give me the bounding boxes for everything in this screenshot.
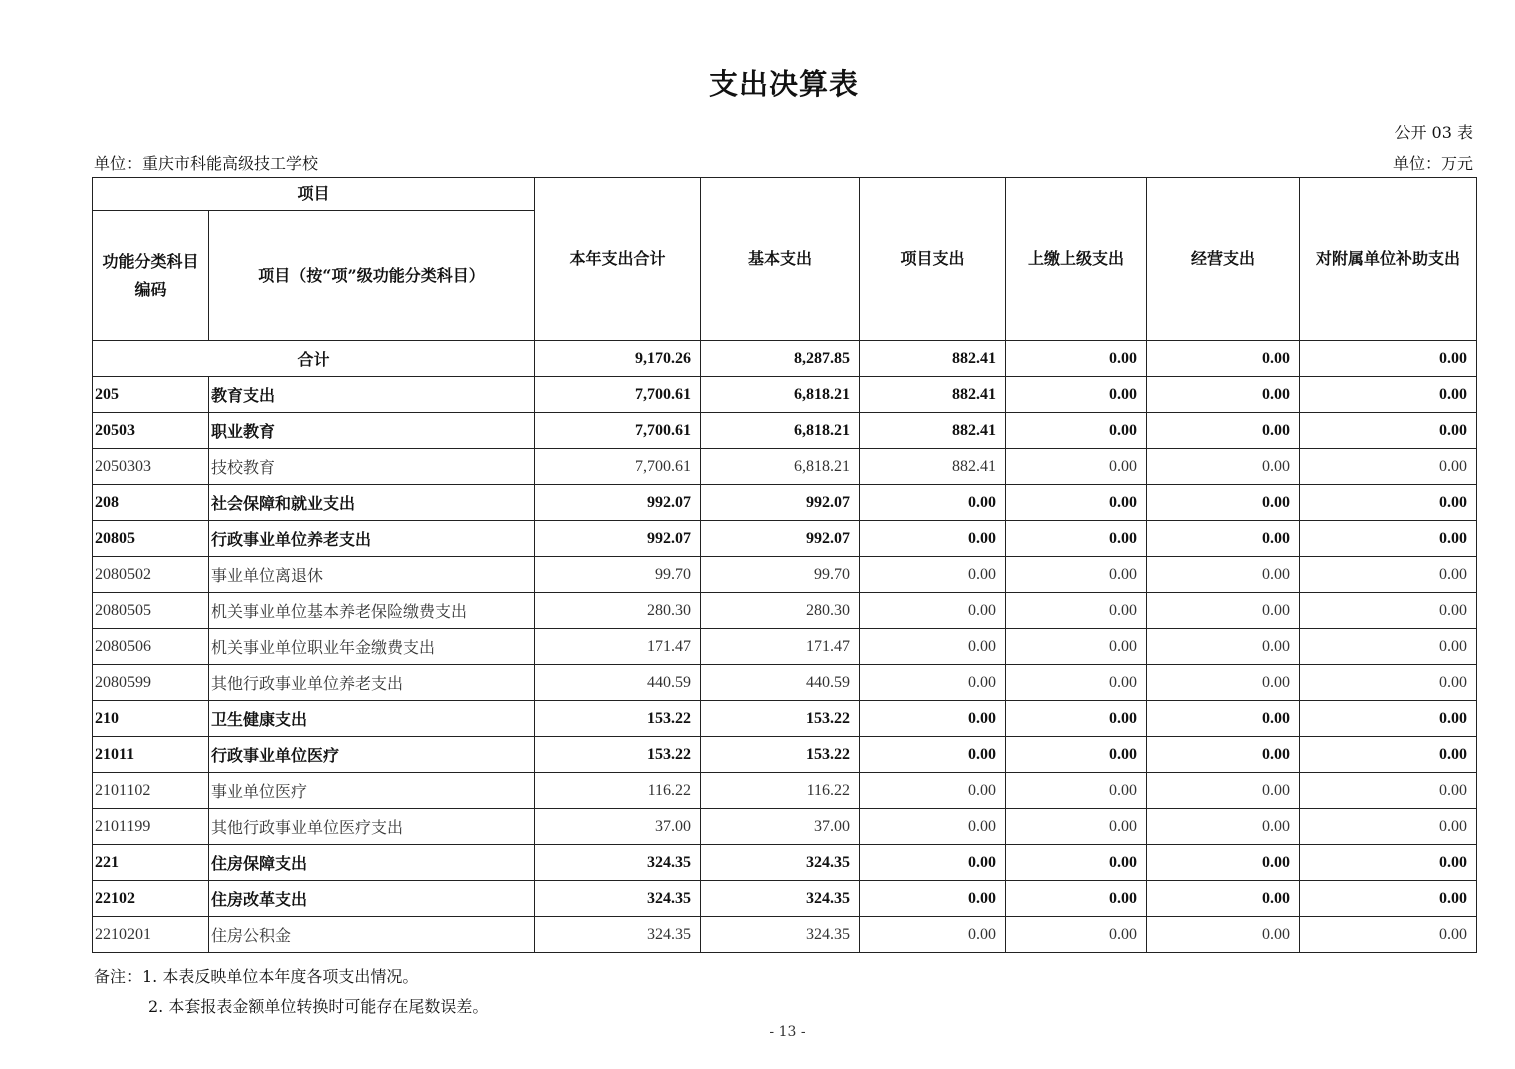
- form-number: 公开 03 表: [1394, 123, 1473, 142]
- row-value: 0.00: [1147, 773, 1300, 809]
- row-value: 0.00: [1300, 629, 1477, 665]
- row-value: 0.00: [1300, 881, 1477, 917]
- row-code: 2080502: [93, 557, 209, 593]
- row-value: 0.00: [1147, 485, 1300, 521]
- row-value: 0.00: [1006, 629, 1147, 665]
- row-value: 0.00: [1147, 593, 1300, 629]
- row-value: 0.00: [1300, 413, 1477, 449]
- row-value: 280.30: [535, 593, 701, 629]
- total-cell: 0.00: [1147, 341, 1300, 377]
- row-value: 153.22: [701, 701, 860, 737]
- row-name: 事业单位医疗: [209, 773, 535, 809]
- row-code: 2080505: [93, 593, 209, 629]
- table-row: [93, 917, 1477, 953]
- row-value: 0.00: [1006, 773, 1147, 809]
- total-row: [93, 341, 1477, 377]
- row-value: 0.00: [1147, 377, 1300, 413]
- row-value: 440.59: [701, 665, 860, 701]
- row-value: 0.00: [1147, 737, 1300, 773]
- row-value: 280.30: [701, 593, 860, 629]
- row-value: 0.00: [1147, 701, 1300, 737]
- row-value: 0.00: [860, 881, 1006, 917]
- row-value: 0.00: [1300, 485, 1477, 521]
- table-row: [93, 881, 1477, 917]
- notes: [94, 962, 488, 1022]
- total-cell: 0.00: [1300, 341, 1477, 377]
- row-code: 2101102: [93, 773, 209, 809]
- header-project: 项目: [93, 178, 535, 211]
- row-code: 2050303: [93, 449, 209, 485]
- total-cell: 9,170.26: [535, 341, 701, 377]
- header-business: 经营支出: [1147, 178, 1300, 341]
- header-name: 项目（按“项”级功能分类科目）: [209, 211, 535, 341]
- row-value: 0.00: [860, 593, 1006, 629]
- row-value: 0.00: [860, 773, 1006, 809]
- row-value: 0.00: [1300, 665, 1477, 701]
- row-code: 2080506: [93, 629, 209, 665]
- row-value: 0.00: [1147, 449, 1300, 485]
- row-value: 0.00: [1300, 521, 1477, 557]
- row-value: 0.00: [1300, 449, 1477, 485]
- row-value: 992.07: [701, 521, 860, 557]
- row-value: 0.00: [1300, 377, 1477, 413]
- row-value: 7,700.61: [535, 413, 701, 449]
- row-value: 992.07: [701, 485, 860, 521]
- row-name: 技校教育: [209, 449, 535, 485]
- row-value: 0.00: [1006, 737, 1147, 773]
- total-cell: 0.00: [1006, 341, 1147, 377]
- total-cell: 8,287.85: [701, 341, 860, 377]
- row-value: 0.00: [860, 485, 1006, 521]
- row-code: 22102: [93, 881, 209, 917]
- row-value: 0.00: [1147, 881, 1300, 917]
- row-value: 0.00: [1006, 701, 1147, 737]
- row-value: 6,818.21: [701, 449, 860, 485]
- table-row: [93, 737, 1477, 773]
- row-value: 0.00: [1300, 917, 1477, 953]
- row-value: 0.00: [1006, 449, 1147, 485]
- row-code: 21011: [93, 737, 209, 773]
- row-value: 37.00: [535, 809, 701, 845]
- row-name: 事业单位离退休: [209, 557, 535, 593]
- row-value: 324.35: [535, 917, 701, 953]
- row-value: 0.00: [860, 917, 1006, 953]
- row-value: 0.00: [1300, 809, 1477, 845]
- row-value: 0.00: [1300, 737, 1477, 773]
- header-project-expenditure: 项目支出: [860, 178, 1006, 341]
- table-row: [93, 665, 1477, 701]
- currency-unit-label: 单位：万元: [1392, 154, 1473, 173]
- row-name: 机关事业单位职业年金缴费支出: [209, 629, 535, 665]
- row-value: 153.22: [535, 737, 701, 773]
- header-subsidy: 对附属单位补助支出: [1300, 178, 1477, 341]
- row-code: 20503: [93, 413, 209, 449]
- row-value: 0.00: [860, 629, 1006, 665]
- row-value: 0.00: [1006, 557, 1147, 593]
- row-value: 171.47: [701, 629, 860, 665]
- row-value: 0.00: [860, 557, 1006, 593]
- row-value: 0.00: [1006, 845, 1147, 881]
- row-value: 324.35: [535, 845, 701, 881]
- row-name: 卫生健康支出: [209, 701, 535, 737]
- table-row: [93, 377, 1477, 413]
- table-row: [93, 629, 1477, 665]
- row-name: 教育支出: [209, 377, 535, 413]
- row-name: 其他行政事业单位医疗支出: [209, 809, 535, 845]
- header-basic: 基本支出: [701, 178, 860, 341]
- row-value: 324.35: [535, 881, 701, 917]
- row-value: 171.47: [535, 629, 701, 665]
- row-name: 行政事业单位医疗: [209, 737, 535, 773]
- row-value: 153.22: [535, 701, 701, 737]
- row-name: 住房公积金: [209, 917, 535, 953]
- page-title: 支出决算表: [708, 67, 859, 101]
- row-name: 行政事业单位养老支出: [209, 521, 535, 557]
- row-value: 0.00: [1006, 665, 1147, 701]
- row-code: 2210201: [93, 917, 209, 953]
- row-value: 153.22: [701, 737, 860, 773]
- row-code: 2101199: [93, 809, 209, 845]
- row-code: 208: [93, 485, 209, 521]
- row-value: 0.00: [1147, 413, 1300, 449]
- row-code: 2080599: [93, 665, 209, 701]
- table-row: [93, 593, 1477, 629]
- row-value: 0.00: [1147, 665, 1300, 701]
- row-value: 324.35: [701, 845, 860, 881]
- row-value: 0.00: [1147, 917, 1300, 953]
- row-code: 20805: [93, 521, 209, 557]
- row-code: 210: [93, 701, 209, 737]
- expenditure-table: [92, 177, 1477, 953]
- organization-label: 单位：重庆市科能高级技工学校: [94, 154, 319, 173]
- row-value: 324.35: [701, 881, 860, 917]
- row-value: 882.41: [860, 449, 1006, 485]
- row-value: 0.00: [1006, 485, 1147, 521]
- row-value: 37.00: [701, 809, 860, 845]
- row-value: 0.00: [1006, 881, 1147, 917]
- row-name: 住房保障支出: [209, 845, 535, 881]
- row-value: 0.00: [860, 737, 1006, 773]
- header-upper-level: 上缴上级支出: [1006, 178, 1147, 341]
- row-value: 99.70: [535, 557, 701, 593]
- row-value: 0.00: [860, 665, 1006, 701]
- row-name: 职业教育: [209, 413, 535, 449]
- row-value: 0.00: [860, 809, 1006, 845]
- table-row: [93, 449, 1477, 485]
- row-value: 0.00: [1006, 917, 1147, 953]
- table-row: [93, 773, 1477, 809]
- row-code: 221: [93, 845, 209, 881]
- row-value: 0.00: [1147, 629, 1300, 665]
- row-value: 0.00: [860, 701, 1006, 737]
- row-value: 0.00: [860, 845, 1006, 881]
- row-value: 7,700.61: [535, 449, 701, 485]
- row-value: 0.00: [860, 521, 1006, 557]
- table-row: [93, 701, 1477, 737]
- table-row: [93, 557, 1477, 593]
- row-value: 440.59: [535, 665, 701, 701]
- table-row: [93, 413, 1477, 449]
- row-value: 0.00: [1006, 809, 1147, 845]
- row-value: 116.22: [535, 773, 701, 809]
- row-name: 其他行政事业单位养老支出: [209, 665, 535, 701]
- page-number: - 13 -: [769, 1024, 806, 1040]
- row-name: 社会保障和就业支出: [209, 485, 535, 521]
- row-value: 99.70: [701, 557, 860, 593]
- table-row: [93, 485, 1477, 521]
- header-total: 本年支出合计: [535, 178, 701, 341]
- total-cell: 882.41: [860, 341, 1006, 377]
- row-value: 116.22: [701, 773, 860, 809]
- table-row: [93, 521, 1477, 557]
- table-row: [93, 845, 1477, 881]
- header-code: 功能分类科目编码: [93, 211, 209, 341]
- row-value: 0.00: [1006, 413, 1147, 449]
- row-value: 7,700.61: [535, 377, 701, 413]
- row-value: 0.00: [1300, 773, 1477, 809]
- table-row: [93, 809, 1477, 845]
- row-value: 0.00: [1300, 557, 1477, 593]
- row-value: 0.00: [1300, 845, 1477, 881]
- row-value: 992.07: [535, 521, 701, 557]
- row-name: 住房改革支出: [209, 881, 535, 917]
- row-value: 324.35: [701, 917, 860, 953]
- row-value: 882.41: [860, 413, 1006, 449]
- row-value: 0.00: [1147, 845, 1300, 881]
- row-value: 0.00: [1147, 557, 1300, 593]
- row-value: 6,818.21: [701, 377, 860, 413]
- row-name: 机关事业单位基本养老保险缴费支出: [209, 593, 535, 629]
- note-line-1: 备注：1. 本表反映单位本年度各项支出情况。: [94, 967, 419, 986]
- row-value: 0.00: [1300, 593, 1477, 629]
- row-value: 6,818.21: [701, 413, 860, 449]
- row-value: 992.07: [535, 485, 701, 521]
- row-value: 0.00: [1147, 521, 1300, 557]
- row-code: 205: [93, 377, 209, 413]
- row-value: 882.41: [860, 377, 1006, 413]
- row-value: 0.00: [1300, 701, 1477, 737]
- total-label: 合计: [93, 341, 535, 377]
- row-value: 0.00: [1147, 809, 1300, 845]
- row-value: 0.00: [1006, 593, 1147, 629]
- row-value: 0.00: [1006, 521, 1147, 557]
- row-value: 0.00: [1006, 377, 1147, 413]
- note-line-2: 2. 本套报表金额单位转换时可能存在尾数误差。: [148, 997, 489, 1016]
